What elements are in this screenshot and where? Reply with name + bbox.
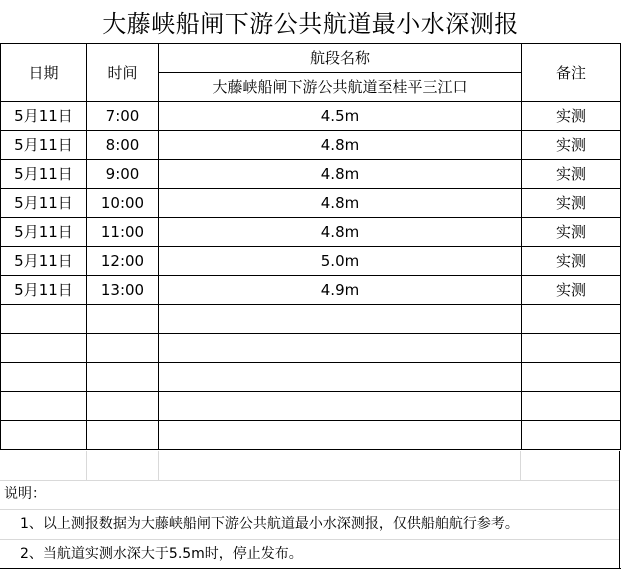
grid-line	[0, 509, 620, 510]
empty-cell	[87, 334, 159, 363]
grid-line	[86, 451, 87, 480]
empty-cell	[1, 305, 87, 334]
empty-cell	[87, 421, 159, 450]
remark-cell: 实测	[522, 247, 621, 276]
empty-cell	[87, 363, 159, 392]
empty-cell	[522, 363, 621, 392]
date-cell: 5月11日	[1, 102, 87, 131]
table-row	[1, 160, 621, 189]
depth-cell: 4.8m	[159, 160, 522, 189]
empty-cell	[87, 392, 159, 421]
depth-cell: 4.8m	[159, 131, 522, 160]
empty-cell	[87, 305, 159, 334]
table-row	[1, 247, 621, 276]
remark-cell: 实测	[522, 276, 621, 305]
depth-cell: 5.0m	[159, 247, 522, 276]
grid-line	[0, 480, 620, 481]
grid-line	[0, 539, 620, 540]
depth-cell: 4.5m	[159, 102, 522, 131]
header-section-value: 大藤峡船闸下游公共航道至桂平三江口	[159, 73, 522, 102]
empty-cell	[1, 392, 87, 421]
empty-cell	[159, 392, 522, 421]
time-cell: 7:00	[87, 102, 159, 131]
time-cell: 9:00	[87, 160, 159, 189]
empty-row	[1, 421, 621, 450]
depth-cell: 4.9m	[159, 276, 522, 305]
empty-row	[1, 392, 621, 421]
report-title: 大藤峡船闸下游公共航道最小水深测报	[102, 10, 519, 38]
header-time: 时间	[87, 44, 159, 102]
remark-cell: 实测	[522, 102, 621, 131]
table-row	[1, 102, 621, 131]
empty-row	[1, 334, 621, 363]
time-cell: 11:00	[87, 218, 159, 247]
header-remark: 备注	[522, 44, 621, 102]
empty-cell	[159, 421, 522, 450]
table-row	[1, 131, 621, 160]
depth-report-table	[0, 43, 621, 450]
table-right-border	[619, 451, 620, 569]
table-bottom-border	[0, 568, 621, 569]
remark-cell: 实测	[522, 160, 621, 189]
header-section-label: 航段名称	[159, 44, 522, 73]
remark-cell: 实测	[522, 218, 621, 247]
header-row	[1, 44, 621, 73]
empty-cell	[159, 334, 522, 363]
time-cell: 10:00	[87, 189, 159, 218]
time-cell: 12:00	[87, 247, 159, 276]
empty-cell	[159, 363, 522, 392]
header-date: 日期	[1, 44, 87, 102]
note-item-1: 1、以上测报数据为大藤峡船闸下游公共航道最小水深测报，仅供船舶航行参考。	[20, 516, 519, 532]
table-row	[1, 218, 621, 247]
notes-heading: 说明：	[4, 486, 46, 502]
date-cell: 5月11日	[1, 247, 87, 276]
notes-section	[0, 451, 620, 569]
remark-cell: 实测	[522, 189, 621, 218]
empty-cell	[1, 363, 87, 392]
grid-line	[158, 451, 159, 480]
empty-cell	[522, 305, 621, 334]
empty-row	[1, 305, 621, 334]
depth-cell: 4.8m	[159, 189, 522, 218]
empty-cell	[522, 392, 621, 421]
date-cell: 5月11日	[1, 218, 87, 247]
time-cell: 8:00	[87, 131, 159, 160]
table-row	[1, 276, 621, 305]
empty-cell	[522, 334, 621, 363]
grid-line	[520, 451, 521, 480]
note-item-2: 2、当航道实测水深大于5.5m时，停止发布。	[20, 546, 303, 562]
empty-cell	[159, 305, 522, 334]
blank-row	[0, 451, 620, 480]
empty-row	[1, 363, 621, 392]
date-cell: 5月11日	[1, 131, 87, 160]
empty-cell	[1, 334, 87, 363]
empty-cell	[522, 421, 621, 450]
date-cell: 5月11日	[1, 189, 87, 218]
time-cell: 13:00	[87, 276, 159, 305]
remark-cell: 实测	[522, 131, 621, 160]
date-cell: 5月11日	[1, 160, 87, 189]
empty-cell	[1, 421, 87, 450]
table-row	[1, 189, 621, 218]
depth-cell: 4.8m	[159, 218, 522, 247]
date-cell: 5月11日	[1, 276, 87, 305]
